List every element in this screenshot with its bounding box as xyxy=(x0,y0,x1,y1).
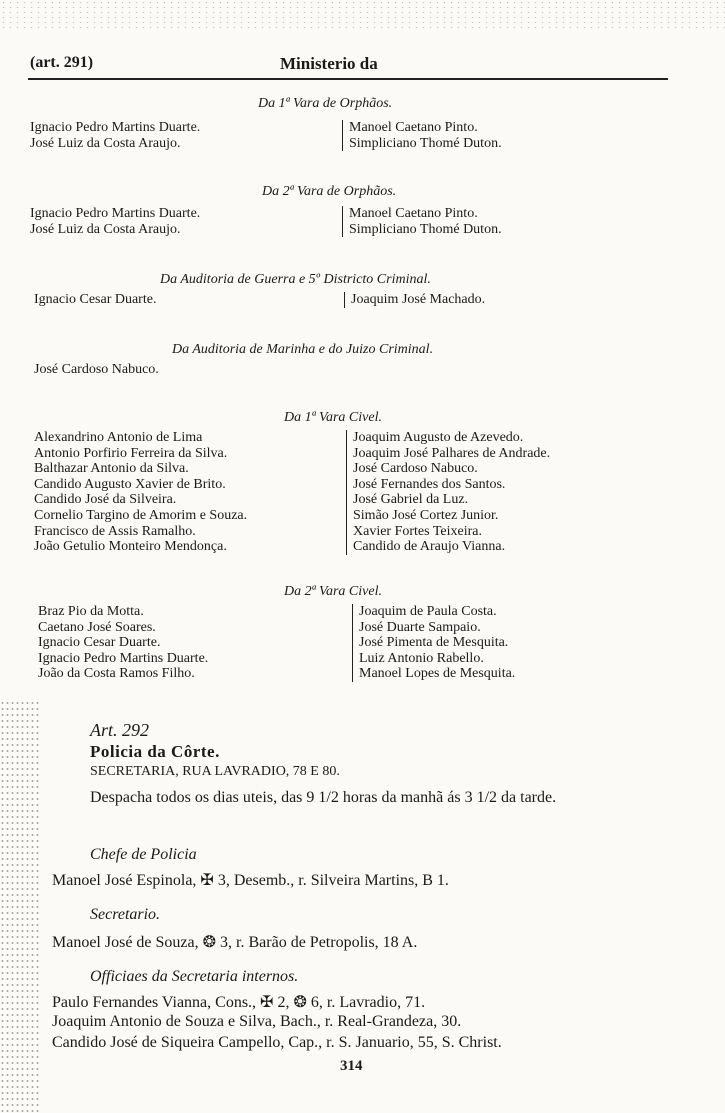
chefe-entry: Manoel José Espinola, ✠ 3, Desemb., r. Silveira Martins, B 1. xyxy=(52,872,449,889)
list-item: Manoel Caetano Pinto. xyxy=(349,206,478,221)
list-item: Ignacio Pedro Martins Duarte. xyxy=(38,650,209,666)
list-item: Antonio Porfirio Ferreira da Silva. xyxy=(34,445,228,461)
list-item: José Fernandes dos Santos. xyxy=(353,476,506,492)
list-item: João da Costa Ramos Filho. xyxy=(38,666,195,682)
list-item: Simpliciano Thomé Duton. xyxy=(349,135,502,151)
list-item: Simão José Cortez Junior. xyxy=(353,507,499,523)
list-item: Candido José da Silveira. xyxy=(34,492,177,508)
list-item: Ignacio Pedro Martins Duarte. xyxy=(30,120,201,135)
list-item: Balthazar Antonio da Silva. xyxy=(34,461,189,477)
list-item: José Duarte Sampaio. xyxy=(359,619,481,635)
list-item: Ignacio Pedro Martins Duarte. xyxy=(30,206,201,221)
section-left-column xyxy=(38,604,208,682)
secretaria-address: SECRETARIA, RUA LAVRADIO, 78 E 80. xyxy=(90,764,340,779)
list-item: José Luiz da Costa Araujo. xyxy=(30,135,181,151)
list-item: Ignacio Cesar Duarte. xyxy=(38,635,161,651)
list-item: Alexandrino Antonio de Lima xyxy=(34,430,203,445)
list-item: João Getulio Monteiro Mendonça. xyxy=(34,539,227,555)
article-number: Art. 292 xyxy=(90,720,150,740)
section-right-column xyxy=(342,120,502,151)
section-right-column xyxy=(352,604,515,682)
officiaes-entry: Candido José de Siqueira Campello, Cap., r. S. Januario, 55, S. Christ. xyxy=(52,1034,502,1051)
list-item: Joaquim de Paula Costa. xyxy=(359,604,497,619)
section-title: Da Auditoria de Guerra e 5º Districto Criminal. xyxy=(160,272,431,287)
section-left-column xyxy=(34,362,159,378)
list-item: Candido de Araujo Vianna. xyxy=(353,539,506,555)
section-left-column xyxy=(30,120,200,151)
secretario-entry: Manoel José de Souza, ❂ 3, r. Barão de Petropolis, 18 A. xyxy=(52,934,418,951)
list-item: Xavier Fortes Teixeira. xyxy=(353,523,482,539)
section-left-column xyxy=(30,206,200,237)
officiaes-entry: Paulo Fernandes Vianna, Cons., ✠ 2, ❂ 6, r. Lavradio, 71. xyxy=(52,994,426,1011)
office-hours-text: Despacha todos os dias uteis, das 9 1/2 horas da manhã ás 3 1/2 da tarde. xyxy=(90,789,557,806)
list-item: Joaquim Augusto de Azevedo. xyxy=(353,430,524,445)
list-item: Joaquim José Machado. xyxy=(351,292,486,307)
chefe-heading: Chefe de Policia xyxy=(90,846,197,863)
list-item: Manoel Caetano Pinto. xyxy=(349,120,478,135)
list-item: Manoel Lopes de Mesquita. xyxy=(359,666,516,682)
list-item: Ignacio Cesar Duarte. xyxy=(34,292,157,307)
section-right-column xyxy=(346,430,550,555)
page-header xyxy=(30,54,670,76)
header-title: Ministerio da xyxy=(280,54,378,73)
page-speckle-left xyxy=(0,700,40,1113)
page-number: 314 xyxy=(340,1058,363,1074)
list-item: José Gabriel da Luz. xyxy=(353,492,469,508)
list-item: Luiz Antonio Rabello. xyxy=(359,650,484,666)
header-rule xyxy=(28,78,668,80)
list-item: Braz Pio da Motta. xyxy=(38,604,144,619)
list-item: Simpliciano Thomé Duton. xyxy=(349,221,502,237)
section-right-column xyxy=(342,206,502,237)
list-item: José Pimenta de Mesquita. xyxy=(359,635,509,651)
section-left-column xyxy=(34,292,156,308)
list-item: José Luiz da Costa Araujo. xyxy=(30,221,181,237)
section-title: Da 1ª Vara de Orphãos. xyxy=(258,96,393,111)
list-item: Caetano José Soares. xyxy=(38,619,156,635)
secretario-heading: Secretario. xyxy=(90,906,161,923)
section-title: Da 2ª Vara de Orphãos. xyxy=(262,184,397,199)
section-title: Da 1ª Vara Civel. xyxy=(284,410,382,425)
section-title: Da 2ª Vara Civel. xyxy=(284,584,382,599)
officiaes-heading: Officiaes da Secretaria internos. xyxy=(90,968,299,985)
list-item: Cornelio Targino de Amorim e Souza. xyxy=(34,507,248,523)
list-item: Joaquim José Palhares de Andrade. xyxy=(353,445,551,461)
page-speckle-top xyxy=(0,0,725,30)
header-article-ref: (art. 291) xyxy=(30,54,94,71)
article-title: Policia da Côrte. xyxy=(90,742,220,761)
section-right-column xyxy=(344,292,485,308)
section-left-column xyxy=(34,430,247,555)
list-item: Candido Augusto Xavier de Brito. xyxy=(34,476,226,492)
section-title: Da Auditoria de Marinha e do Juizo Criminal. xyxy=(172,342,434,357)
list-item: José Cardoso Nabuco. xyxy=(353,461,478,477)
officiaes-entry: Joaquim Antonio de Souza e Silva, Bach., r. Real-Grandeza, 30. xyxy=(52,1013,462,1030)
list-item: José Cardoso Nabuco. xyxy=(34,362,159,377)
list-item: Francisco de Assis Ramalho. xyxy=(34,523,196,539)
